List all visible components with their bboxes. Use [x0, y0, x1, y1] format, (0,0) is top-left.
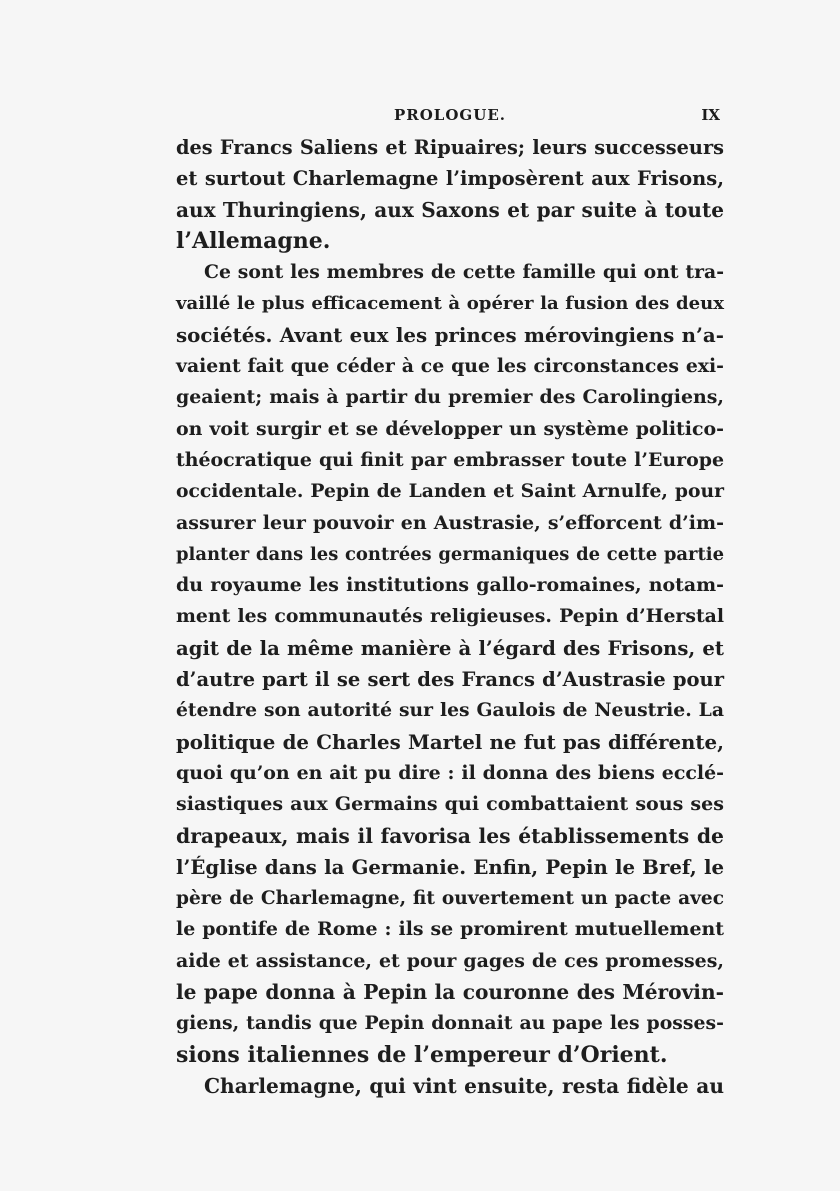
text-line: le pontife de Rome : ils se promirent mutuellement: [176, 918, 724, 941]
text-line: l’Église dans la Germanie. Enfin, Pepin le Bref, le: [176, 855, 724, 879]
text-line: sions italiennes de l’empereur d’Orient.: [176, 1041, 668, 1068]
page-header: [176, 104, 724, 128]
text-line: étendre son autorité sur les Gaulois de Neustrie. La: [176, 699, 724, 722]
text-line: des Francs Saliens et Ripuaires; leurs successeurs: [176, 136, 724, 159]
text-line: planter dans les contrées germaniques de cette partie: [176, 543, 724, 565]
text-line: père de Charlemagne, fit ouvertement un pacte avec: [176, 888, 724, 910]
text-line: du royaume les institutions gallo-romaines, notam-: [176, 574, 724, 597]
text-line: théocratique qui finit par embrasser toute l’Europe: [176, 448, 724, 471]
text-line: Ce sont les membres de cette famille qui ont tra-: [204, 261, 724, 284]
text-line: vaient fait que céder à ce que les circonstances exi-: [176, 355, 724, 378]
text-line: agit de la même manière à l’égard des Frisons, et: [176, 636, 724, 660]
text-line: occidentale. Pepin de Landen et Saint Arnulfe, pour: [176, 480, 724, 503]
text-line: l’Allemagne.: [176, 227, 331, 254]
text-line: Charlemagne, qui vint ensuite, resta fidèle au: [204, 1073, 724, 1098]
running-head: PROLOGUE.: [394, 106, 506, 124]
page-number: IX: [701, 106, 720, 124]
text-line: aide et assistance, et pour gages de ces promesses,: [176, 949, 724, 972]
text-line: assurer leur pouvoir en Austrasie, s’efforcent d’im-: [176, 511, 724, 534]
text-line: quoi qu’on en ait pu dire : il donna des biens ecclé-: [176, 761, 724, 784]
text-line: geaient; mais à partir du premier des Carolingiens,: [176, 386, 724, 409]
text-line: politique de Charles Martel ne fut pas différente,: [176, 729, 724, 754]
text-line: on voit surgir et se développer un système politico-: [176, 417, 724, 440]
text-line: vaillé le plus efficacement à opérer la fusion des deux: [176, 293, 724, 315]
text-line: et surtout Charlemagne l’imposèrent aux Frisons,: [176, 167, 724, 191]
body-text: [176, 132, 724, 1102]
text-line: siastiques aux Germains qui combattaient sous ses: [176, 793, 724, 816]
text-line: ment les communautés religieuses. Pepin d’Herstal: [176, 605, 724, 628]
text-line: sociétés. Avant eux les princes mérovingiens n’a-: [176, 322, 724, 347]
text-line: d’autre part il se sert des Francs d’Austrasie pour: [176, 668, 724, 692]
text-line: drapeaux, mais il favorisa les établissements de: [176, 823, 724, 848]
text-line: le pape donna à Pepin la couronne des Mérovin-: [176, 980, 724, 1005]
text-line: giens, tandis que Pepin donnait au pape les posses-: [176, 1012, 724, 1035]
text-line: aux Thuringiens, aux Saxons et par suite à toute: [176, 197, 724, 222]
